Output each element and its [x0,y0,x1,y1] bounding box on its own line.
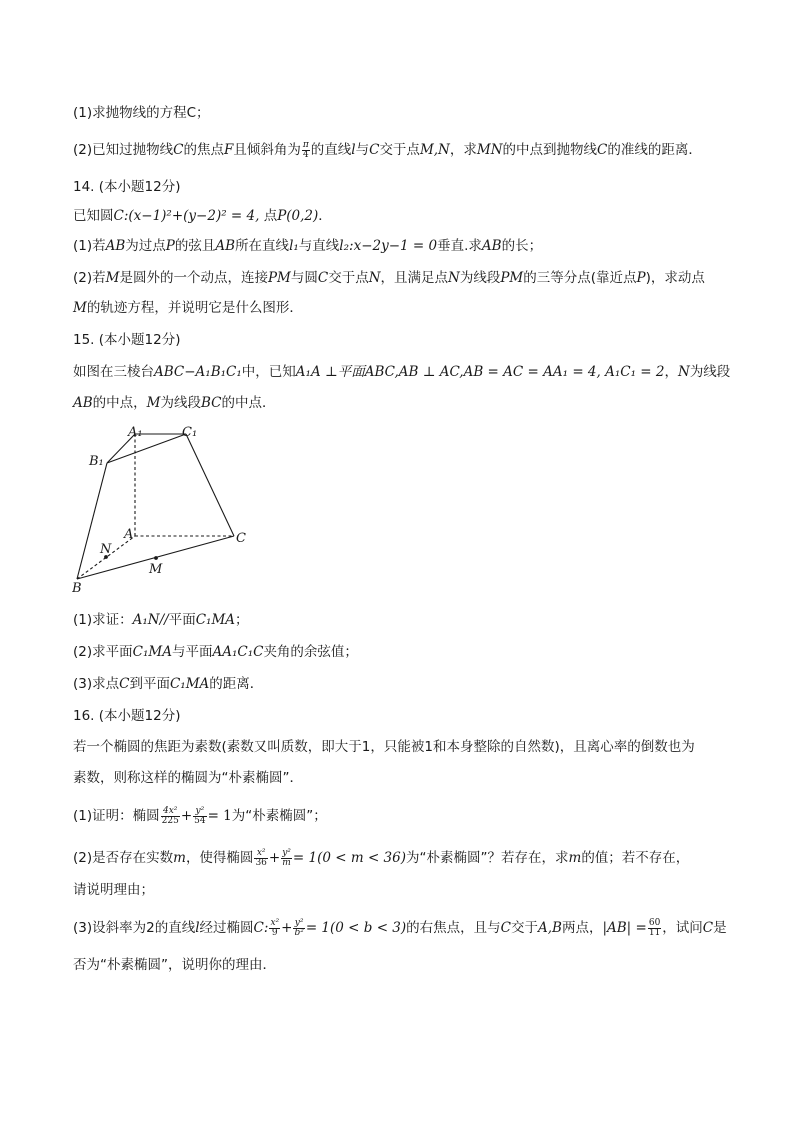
fraction-x2-over-9: $\frac{\text{x²}}{9}$ [270,917,280,938]
q13-part1: (1)求抛物线的方程C； [73,105,210,121]
fraction-y2-over-b2: $\frac{\text{y²}}{\text{b²}}$ [294,917,304,938]
q14-given: 已知圆C:(x−1)²+(y−2)² = 4, 点P(0,2)． [73,208,332,224]
fraction-4x2-over-225: $\frac{\text{4x²}}{225}$ [161,805,179,826]
fraction-x2-over-36: $\frac{\text{x²}}{36}$ [255,847,267,868]
q15-part1: (1)求证：A₁N//平面C₁MA； [73,612,249,628]
q16-part3-line1: (3)设斜率为2的直线l经过椭圆C: $\frac{\text{x²}}{9}$ + $\frac{\text{y²}}{\text{b²}}$ = 1(0 < b < 3)的右焦点，且与C交于A,B两点，|AB| = $\frac{60}{11}$ ，试问C是 [73,917,727,938]
label-m: M [149,562,163,577]
label-c: C [236,531,246,546]
q13-part2: (2)已知过抛物线C的焦点F且倾斜角为 $\frac{\pi}{4}$ 的直线l与C交于点M,N，求MN的中点到抛物线C的准线的距离． [73,139,702,160]
q15-statement-line1: 如图在三棱台ABC−A₁B₁C₁中，已知A₁A ⊥平面ABC,AB ⊥ AC,AB = AC = AA₁ = 4, A₁C₁ = 2，N为线段 [73,364,731,380]
fraction-y2-over-54: $\frac{\text{y²}}{54}$ [194,805,206,826]
q16-intro-line2: 素数，则称这样的椭圆为“朴素椭圆”． [73,770,303,786]
q15-part2: (2)求平面C₁MA与平面AA₁C₁C夹角的余弦值； [73,644,358,660]
edge-b1-b [77,463,107,579]
fraction-y2-over-m: $\frac{\text{y²}}{m}$ [282,847,291,868]
q16-part2-line1: (2)是否存在实数m，使得椭圆 $\frac{\text{x²}}{36}$ + $\frac{\text{y²}}{m}$ = 1(0 < m < 36)为“朴素椭圆”？若存在，求m的值；若不存在， [73,847,690,868]
edge-b1-c1 [107,434,186,463]
point-m [154,556,158,560]
frustum-figure [72,422,262,604]
q14-part1: (1)若AB为过点P的弦且AB所在直线l₁与直线l₂:x−2y−1 = 0垂直.求AB的长； [73,238,543,254]
q14-part2-line2: M的轨迹方程，并说明它是什么图形． [73,300,303,316]
q14-header: 14. (本小题12分) [73,179,181,195]
q16-part2-line2: 请说明理由； [73,882,154,898]
q15-header: 15. (本小题12分) [73,332,181,348]
label-b: B [72,581,82,596]
q16-intro-line1: 若一个椭圆的焦距为素数(素数又叫质数，即大于1，只能被1和本身整除的自然数)，且离心率的倒数也为 [73,739,695,755]
label-c1: C₁ [182,425,198,440]
pi-over-4-fraction: $\frac{\pi}{4}$ [302,139,309,160]
label-b1: B₁ [89,454,104,469]
q15-part3: (3)求点C到平面C₁MA的距离． [73,676,264,692]
q15-statement-line2: AB的中点，M为线段BC的中点． [73,395,276,411]
q16-header: 16. (本小题12分) [73,708,181,724]
edge-c1-c [186,434,234,536]
q16-part3-line2: 否为“朴素椭圆”，说明你的理由． [73,957,276,973]
frustum-diagram [72,422,262,600]
label-a1: A₁ [128,425,143,440]
label-a: A [124,527,134,542]
fraction-60-over-11: $\frac{60}{11}$ [648,917,661,938]
q16-part1: (1)证明：椭圆 $\frac{\text{4x²}}{225}$ + $\frac{\text{y²}}{54}$ = 1为“朴素椭圆”； [73,805,327,826]
q14-part2-line1: (2)若M是圆外的一个动点，连接PM与圆C交于点N，且满足点N为线段PM的三等分点(靠近点P)，求动点 [73,270,705,286]
label-n: N [100,542,112,557]
